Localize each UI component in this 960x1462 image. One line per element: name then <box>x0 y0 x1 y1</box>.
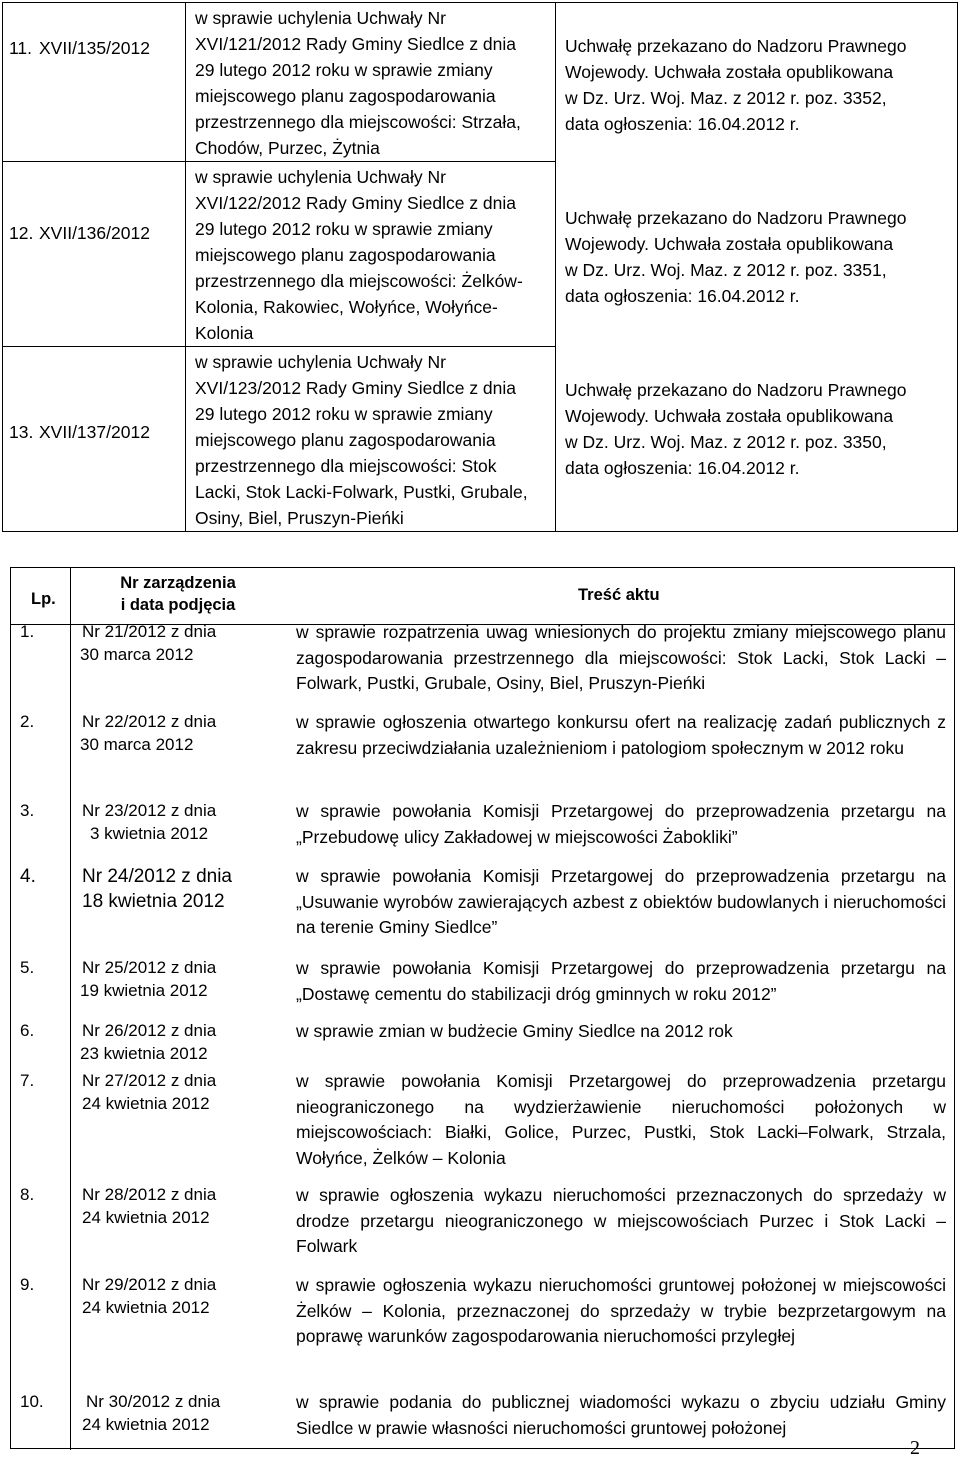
zarzadzenie-data: 18 kwietnia 2012 <box>82 891 225 912</box>
zarzadzenie-nr: Nr 26/2012 z dnia <box>82 1021 217 1040</box>
zarzadzenie-nr: Nr 22/2012 z dnia <box>82 712 217 731</box>
tresc-line: miejscowego planu zagospodarowania <box>195 86 496 106</box>
zarzadzenie-tresc: w sprawie powołania Komisji Przetargowej do przeprowadzenia przetargu na „Usuwanie wyrobów zawierających azbest z obiektów budowlanych i nieruchomości na terenie Gminy Siedlce” <box>296 866 946 937</box>
tresc-line: XVI/122/2012 Rady Gminy Siedlce z dnia <box>195 193 517 213</box>
tresc-line: miejscowego planu zagospodarowania <box>195 245 496 265</box>
lp: 12. <box>9 223 34 243</box>
zarzadzenie-data: 30 marca 2012 <box>80 735 194 754</box>
zarzadzenie-data: 24 kwietnia 2012 <box>82 1415 210 1434</box>
tresc-line: Kolonia, Rakowiec, Wołyńce, Wołyńce- <box>195 297 498 317</box>
zarzadzenie-nr-cell <box>20 1069 275 1115</box>
zarzadzenie-tresc: w sprawie ogłoszenia otwartego konkursu ofert na realizację zadań publicznych z zakresu przeciwdziałania uzależnieniom i patologiom społecznym w 2012 roku <box>296 712 946 758</box>
zarzadzenie-nr: Nr 25/2012 z dnia <box>82 958 217 977</box>
zarzadzenie-lp: 7. <box>20 1071 35 1090</box>
tresc-line: miejscowego planu zagospodarowania <box>195 430 496 450</box>
uchwala-number-cell <box>3 3 186 162</box>
header-nr-line2: i data podjęcia <box>120 596 236 614</box>
zarzadzenie-data: 24 kwietnia 2012 <box>82 1094 210 1113</box>
zarzadzenie-tresc: w sprawie rozpatrzenia uwag wniesionych do projektu zmiany miejscowego planu zagospodarowania przestrzennego dla miejscowości: Stok Lacki, Stok Lacki – Folwark, Pustki, Grubale, Osiny, Biel, Pruszyn-Pieńki <box>296 622 946 693</box>
status-line: Uchwałę przekazano do Nadzoru Prawnego <box>565 380 907 400</box>
tresc-line: w sprawie uchylenia Uchwały Nr <box>195 167 446 187</box>
zarzadzenie-nr-cell <box>20 1183 275 1229</box>
zarzadzenie-nr-cell <box>20 1390 275 1436</box>
zarzadzenie-tresc: w sprawie zmian w budżecie Gminy Siedlce na 2012 rok <box>296 1021 733 1041</box>
status-line: w Dz. Urz. Woj. Maz. z 2012 r. poz. 3352, <box>565 88 887 108</box>
zarzadzenie-lp: 6. <box>20 1021 35 1040</box>
uchwala-nr: XVII/137/2012 <box>39 422 150 442</box>
header-nr-zarzadzenia <box>118 572 238 616</box>
zarzadzenie-lp: 9. <box>20 1275 35 1294</box>
zarzadzenie-data: 24 kwietnia 2012 <box>82 1298 210 1317</box>
status-line: data ogłoszenia: 16.04.2012 r. <box>565 114 800 134</box>
zarzadzenie-lp: 4. <box>20 866 36 887</box>
uchwala-tresc-cell <box>186 162 556 347</box>
tresc-line: przestrzennego dla miejscowości: Strzała, <box>195 112 521 132</box>
zarzadzenie-data: 30 marca 2012 <box>80 645 194 664</box>
tresc-line: Chodów, Purzec, Żytnia <box>195 138 380 158</box>
header-tresc-aktu: Treść aktu <box>578 586 660 604</box>
zarzadzenie-nr: Nr 24/2012 z dnia <box>82 866 232 887</box>
uchwala-status-cell <box>556 3 958 532</box>
zarzadzenie-tresc: w sprawie powołania Komisji Przetargowej do przeprowadzenia przetargu na „Dostawę cementu do stabilizacji dróg gminnych w roku 2012” <box>296 958 946 1004</box>
zarzadzenie-nr: Nr 30/2012 z dnia <box>86 1392 221 1411</box>
zarzadzenie-lp: 8. <box>20 1185 35 1204</box>
tresc-line: Kolonia <box>195 323 254 343</box>
tresc-line: XVI/121/2012 Rady Gminy Siedlce z dnia <box>195 34 517 54</box>
zarzadzenie-data: 24 kwietnia 2012 <box>82 1208 210 1227</box>
zarzadzenie-tresc: w sprawie powołania Komisji Przetargowej do przeprowadzenia przetargu nieograniczonego na wydzierżawienie nieruchomości położonych w miejscowościach: Białki, Golice, Purzec, Pustki, Stok Lacki–Folwark, Strzala, Wołyńce, Żelków – Kolonia <box>296 1071 946 1168</box>
uchwala-nr: XVII/136/2012 <box>39 223 150 243</box>
status-line: Wojewody. Uchwała została opublikowana <box>565 406 894 426</box>
tresc-line: 29 lutego 2012 roku w sprawie zmiany <box>195 404 493 424</box>
page-number: 2 <box>910 1437 920 1459</box>
tresc-line: Lacki, Stok Lacki-Folwark, Pustki, Grubale, <box>195 482 528 502</box>
zarzadzenie-lp: 5. <box>20 958 35 977</box>
zarzadzenie-nr-cell <box>20 956 275 1002</box>
zarzadzenie-data: 23 kwietnia 2012 <box>80 1044 208 1063</box>
zarzadzenie-data: 19 kwietnia 2012 <box>80 981 208 1000</box>
tresc-line: XVI/123/2012 Rady Gminy Siedlce z dnia <box>195 378 517 398</box>
zarzadzenie-lp: 1. <box>20 622 35 641</box>
tresc-line: Osiny, Biel, Pruszyn-Pieńki <box>195 508 404 528</box>
status-line: Wojewody. Uchwała została opublikowana <box>565 62 894 82</box>
zarzadzenie-nr: Nr 29/2012 z dnia <box>82 1275 217 1294</box>
zarzadzenie-tresc: w sprawie ogłoszenia wykazu nieruchomości przeznaczonych do sprzedaży w drodze przetargu nieograniczonego w miejscowościach Purzec i Stok Lacki – Folwark <box>296 1185 946 1256</box>
zarzadzenie-nr: Nr 23/2012 z dnia <box>82 801 217 820</box>
tresc-line: 29 lutego 2012 roku w sprawie zmiany <box>195 60 493 80</box>
zarzadzenie-nr-cell <box>20 799 275 845</box>
lp: 11. <box>9 38 33 58</box>
lp: 13. <box>9 422 34 442</box>
zarzadzenie-nr-cell <box>20 1019 275 1065</box>
zarzadzenie-tresc: w sprawie podania do publicznej wiadomości wykazu o zbyciu udziału Gminy Siedlce w prawie własności nieruchomości gruntowej położonej <box>296 1392 946 1438</box>
status-line: Uchwałę przekazano do Nadzoru Prawnego <box>565 208 907 228</box>
tresc-line: przestrzennego dla miejscowości: Stok <box>195 456 497 476</box>
uchwala-tresc-cell <box>186 3 556 162</box>
zarzadzenie-data: 3 kwietnia 2012 <box>90 824 209 843</box>
zarzadzenie-lp: 3. <box>20 801 35 820</box>
status-line: data ogłoszenia: 16.04.2012 r. <box>565 458 800 478</box>
zarzadzenie-tresc: w sprawie ogłoszenia wykazu nieruchomości gruntowej położonej w miejscowości Żelków – Kolonia, przeznaczonej do sprzedaży w trybie bezprzetargowym na poprawę warunków zagospodarowania nieruchomości przyległej <box>296 1275 946 1346</box>
zarzadzenie-nr-cell <box>20 1273 275 1319</box>
tresc-line: w sprawie uchylenia Uchwały Nr <box>195 8 446 28</box>
zarzadzenie-nr-cell <box>20 864 275 914</box>
status-line: Wojewody. Uchwała została opublikowana <box>565 234 894 254</box>
zarzadzenie-nr: Nr 28/2012 z dnia <box>82 1185 217 1204</box>
zarzadzenie-nr: Nr 27/2012 z dnia <box>82 1071 217 1090</box>
status-line: data ogłoszenia: 16.04.2012 r. <box>565 286 800 306</box>
uchwala-tresc-cell <box>186 347 556 532</box>
tresc-line: w sprawie uchylenia Uchwały Nr <box>195 352 446 372</box>
header-nr-line1: Nr zarządzenia <box>120 574 236 592</box>
status-line: w Dz. Urz. Woj. Maz. z 2012 r. poz. 3350, <box>565 432 887 452</box>
uchwala-row <box>3 3 958 162</box>
zarzadzenie-lp: 2. <box>20 712 35 731</box>
zarzadzenie-tresc: w sprawie powołania Komisji Przetargowej do przeprowadzenia przetargu na „Przebudowę ulicy Zakładowej w miejscowości Żabokliki” <box>296 801 946 847</box>
zarzadzenie-nr-cell <box>20 620 275 666</box>
uchwaly-table <box>2 2 958 532</box>
status-line: Uchwałę przekazano do Nadzoru Prawnego <box>565 36 907 56</box>
uchwala-nr: XVII/135/2012 <box>39 38 150 58</box>
zarzadzenie-nr: Nr 21/2012 z dnia <box>82 622 217 641</box>
zarzadzenie-lp: 10. <box>20 1392 44 1411</box>
status-line: w Dz. Urz. Woj. Maz. z 2012 r. poz. 3351, <box>565 260 887 280</box>
uchwala-number-cell <box>3 162 186 347</box>
tresc-line: 29 lutego 2012 roku w sprawie zmiany <box>195 219 493 239</box>
zarzadzenie-nr-cell <box>20 710 275 756</box>
uchwala-number-cell <box>3 347 186 532</box>
tresc-line: przestrzennego dla miejscowości: Żelków- <box>195 271 523 291</box>
header-lp: Lp. <box>31 590 56 608</box>
